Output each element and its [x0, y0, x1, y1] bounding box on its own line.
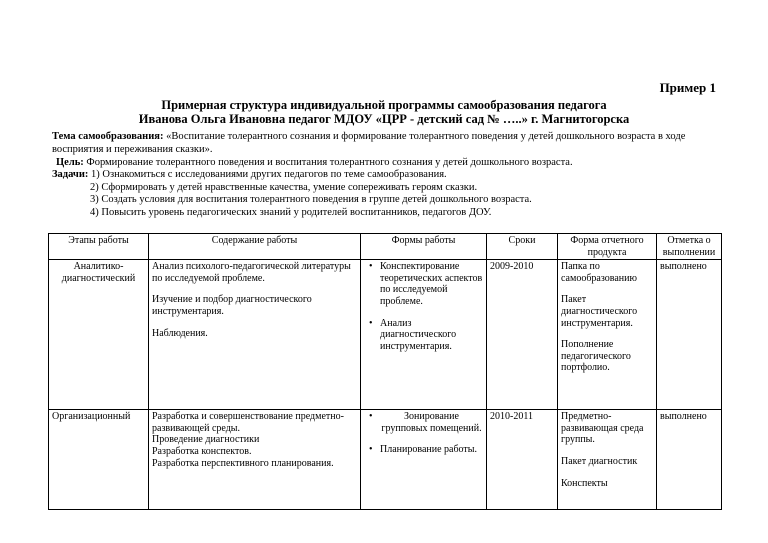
- content-cell: Анализ психолого-педагогической литературы по исследуемой проблеме. Изучение и подбор диагностического инструментария. Наблюдения.: [149, 260, 361, 410]
- product-cell: Предметно-развивающая среда группы. Пакет диагностик Конспекты: [558, 410, 657, 510]
- header-content: Содержание работы: [149, 234, 361, 260]
- forms-cell: [361, 410, 487, 510]
- table-row: [49, 260, 722, 410]
- task-item-1: Задачи: 1) Ознакомиться с исследованиями других педагогов по теме самообразования.: [52, 169, 447, 180]
- stage-cell: Аналитико-диагностический: [49, 260, 149, 410]
- topic-paragraph: [52, 131, 722, 156]
- table-row: [49, 410, 722, 510]
- goal-label: Цель:: [56, 157, 84, 168]
- document-subtitle: Иванова Ольга Ивановна педагог МДОУ «ЦРР - детский сад № …..» г. Магнитогорска: [138, 112, 630, 126]
- period-cell: 2009-2010: [487, 260, 558, 410]
- task-item-3: 3) Создать условия для воспитания толерантного поведения в группе детей дошкольного возраста.: [90, 194, 532, 206]
- list-item: • Зонирование групповых помещений.: [380, 411, 483, 434]
- stage-cell: Организационный: [49, 410, 149, 510]
- document-title: Примерная структура индивидуальной программы самообразования педагога: [161, 98, 607, 112]
- content-cell: Разработка и совершенствование предметно-развивающей среды. Проведение диагностики Разработка конспектов. Разработка перспективного планирования.: [149, 410, 361, 510]
- header-period: Сроки: [487, 234, 558, 260]
- example-label: Пример 1: [659, 80, 716, 95]
- topic-label: Тема самообразования:: [52, 131, 164, 142]
- list-item: • Планирование работы.: [380, 444, 483, 456]
- period-cell: 2010-2011: [487, 410, 558, 510]
- product-cell: Папка по самообразованию Пакет диагностического инструментария. Пополнение педагогического портфолио.: [558, 260, 657, 410]
- task-item-2: 2) Сформировать у детей нравственные качества, умение сопереживать героям сказки.: [90, 181, 478, 193]
- list-item: • Конспектирование теоретических аспектов по исследуемой проблеме.: [380, 261, 483, 307]
- topic-text: «Воспитание толерантного сознания и формирование толерантного поведения у детей дошкольного возраста в ходе восприятия и переживания сказки».: [52, 131, 686, 155]
- goal-paragraph: [56, 157, 726, 170]
- work-plan-table: [48, 233, 722, 510]
- header-mark: Отметка о выполнении: [657, 234, 722, 260]
- mark-cell: выполнено: [657, 260, 722, 410]
- tasks-label: Задачи:: [52, 169, 89, 180]
- list-item: • Анализ диагностического инструментария.: [380, 318, 483, 353]
- table-header-row: [49, 234, 722, 260]
- goal-text: Формирование толерантного поведения и воспитания толерантного сознания у детей дошкольного возраста.: [83, 157, 573, 168]
- mark-cell: выполнено: [657, 410, 722, 510]
- header-product: Форма отчетного продукта: [558, 234, 657, 260]
- task-item-4: 4) Повысить уровень педагогических знаний у родителей воспитанников, педагогов ДОУ.: [90, 206, 492, 218]
- forms-cell: [361, 260, 487, 410]
- header-stage: Этапы работы: [49, 234, 149, 260]
- tasks-list: [52, 169, 722, 219]
- header-forms: Формы работы: [361, 234, 487, 260]
